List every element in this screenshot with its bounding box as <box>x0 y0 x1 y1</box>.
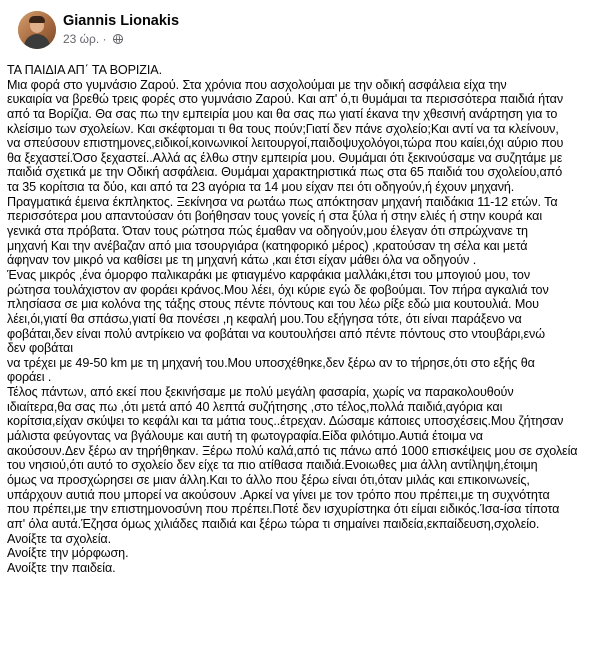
text-line: από τα Βορίζια. Θα σας πω την εμπειρία μου και θα σας πω γιατί έκανα την χθεσινή ανάρτηση για το <box>7 106 558 121</box>
text-line: κλείσιμο των σχολείων. Και σκέφτομαι τι θα τους πούν;Γιατί δεν πάνε σχολείο;Και αντί να τα κλείνουν, <box>7 121 559 136</box>
text-line: θα ξεχαστεί.Όσο ξεχαστεί..Αλλά ας έλθω στην εμπειρία μου. Θυμάμαι ότι ξεκινούσαμε να συζητάμε με <box>7 150 563 165</box>
text-line: ρώτησα τουλάχιστον αν φοράει κράνος.Μου λέει, όχι κύριε εγώ δε φοβούμαι. Τον πήρα αγκαλιά τον <box>7 282 549 297</box>
text-line: δεν φοβάται <box>7 341 73 356</box>
text-line: του νησιού,ότι αυτό το σχολείο δεν είχε τα πιο ατίθασα παιδιά.Ενοιωθες μια άλλη αντίληψη,έτοιμη <box>7 458 538 473</box>
text-line: που πρέπει,με την επιστημονοσύνη που πρέπει.Ποτέ δεν ισχυρίστηκα ότι είμαι ειδικός.Ίσα-ίσα τίποτα <box>7 502 560 517</box>
text-line: Μια φορά στο γυμνάσιο Ζαρού. Στα χρόνια που ασχολούμαι με την οδική ασφάλεια είχα την <box>7 77 507 92</box>
text-line: όμως να προσχώρησει σε μιαν άλλη.Και το άλλο που ξέρω είναι ότι,όταν μιλάς και επικοινωνείς, <box>7 472 530 487</box>
text-line: περισσότερα μου απαντούσαν ότι βοήθησαν τους γονείς ή στα ξύλα ή στην ελιές ή στην κουρά και <box>7 209 543 224</box>
text-line: άφηναν τον μικρό να καθίσει με τη μηχανή κάτω ,και έτσι είχαν μάθει όλα να οδηγούν . <box>7 253 477 268</box>
post-meta <box>63 32 123 46</box>
post-text <box>7 63 611 575</box>
text-line: Ανοίξτε τα σχολεία. <box>7 531 111 546</box>
text-line: Ένας μικρός ,ένα όμορφο παλικαράκι με φτιαγμένο καρφάκια μαλλάκι,έτσι του μπογιού μου, τον <box>7 267 531 282</box>
author-avatar[interactable] <box>18 11 56 49</box>
text-line: να σπεύσουν επιστημονες,ειδικοί,κοινωνικοί λειτουργοί,παιδοψυχολόγοι,τώρα που καίει,όχι αύριο που <box>7 136 564 151</box>
text-line: Ανοίξτε την μόρφωση. <box>7 546 129 561</box>
author-name[interactable]: Giannis Lionakis <box>63 13 180 29</box>
text-line: απ' όλα αυτά.Έζησα όμως χιλιάδες παιδιά και ξέρω τώρα τι σημαίνει παιδεία,εκπαίδευση,σχολείο. <box>7 516 540 531</box>
post-header <box>18 10 598 50</box>
text-line: φοβάται,δεν είναι πολύ αντρίκειο να φοβάται να κουτουλήσει από πέντε πόντους στο ντουβάρι,ενώ <box>7 326 545 341</box>
text-line: γενικά στα πρόβατα. Όταν τους ρώτησα πώς έμαθαν να οδηγούν,μου έλεγαν ότι σπρώχνανε τη <box>7 224 528 239</box>
text-line: φοράει . <box>7 370 52 385</box>
text-line: παιδιά σχετικά με την Οδική ασφάλεια. Θυμάμαι χαρακτηριστικά πως στα 65 παιδιά του σχολείου,από <box>7 165 563 180</box>
text-line: τα 35 κορίτσια τα δύο, και από τα 23 αγόρια τα 14 μου είχαν πει ότι οδηγούν,ή έχουν μηχανή. <box>7 180 515 195</box>
text-line: Τέλος πάντων, από εκεί που ξεκινήσαμε με πολύ μεγάλη φασαρία, χωρίς να παρακολουθούν <box>7 385 514 400</box>
text-line: Πραγματικά έμεινα έκπληκτος. Ξεκίνησα να ρωτάω πως απόκτησαν μηχανή παιδάκια 11-12 ετών. Τα <box>7 194 558 209</box>
text-line: ευκαιρία να βρεθώ τρεις φορές στο γυμνάσιο Ζαρού. Και απ' ό,τι θυμάμαι τα περισσότερα παιδιά ήταν <box>7 92 564 107</box>
text-line: λέει,όι,γιατί θα σπάσω,γιατί θα πονέσει ,η κεφαλή μου.Του εξήγησα τότε, ότι είναι παράξενο να <box>7 311 522 326</box>
text-line: μηχανή Και την ανέβαζαν από μια τσουργιάρα (κατηφορικό μέρος) ,κρατούσαν τη σέλα και μετά <box>7 238 528 253</box>
text-line: ιδιαίτερα,θα σας πω ,ότι μετά από 40 λεπτά συζήτησης ,στο τέλος,πολλά παιδιά,αγόρια και <box>7 399 503 414</box>
post-title: ΤΑ ΠΑΙΔΙΑ ΑΠ΄ ΤΑ ΒΟΡΙΖΙΑ. <box>7 63 162 77</box>
text-line: ακούσουν.Δεν ξέρω αν τηρήθηκαν. Ξέρω πολύ καλά,από τις πάνω από 1000 επισκέψεις μου σε σχολεία <box>7 443 578 458</box>
post-timestamp[interactable]: 23 ώρ. · <box>63 32 107 46</box>
text-line: μάλιστα φεύγοντας να βγάλουμε και αυτή τη φωτογραφία.Είδα φιλότιμο.Αυτιά έτοιμα να <box>7 429 483 444</box>
text-line: πλησίασα σε μια κολόνα της τάξης στους πέντε πόντους και του λέω ρίξε εδώ μια κουτουλιά. Μου <box>7 297 539 312</box>
text-line: Ανοίξτε την παιδεία. <box>7 560 116 575</box>
text-line: κορίτσια,είχαν σκύψει το κεφάλι και τα μάτια τους..έτρεχαν. Δώσαμε κάποιες υποσχέσεις.Μου ζήτησαν <box>7 414 564 429</box>
text-line: υπάρχουν αυτιά που μπορεί να ακούσουν .Αρκεί να γίνει με τον τρόπο που πρέπει,με τη συχνότητα <box>7 487 550 502</box>
text-line: να τρέχει με 49-50 km με τη μηχανή του.Μου υποσχέθηκε,δεν ξέρω αν το τήρησε,ότι στο εξής θα <box>7 355 535 370</box>
globe-icon <box>113 34 123 44</box>
